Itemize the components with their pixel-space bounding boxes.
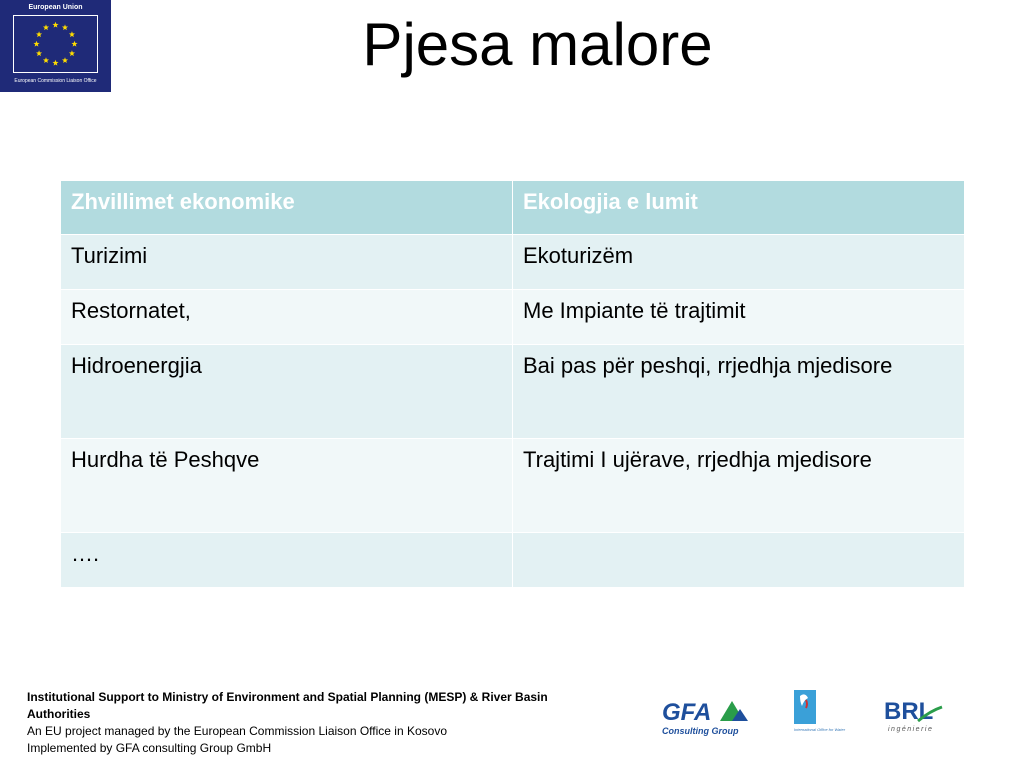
eu-star-icon [62,57,68,63]
eu-star-icon [43,24,49,30]
table-cell: …. [61,533,513,588]
eu-star-icon [62,24,68,30]
gfa-logo-subtitle: Consulting Group [662,726,739,736]
table-cell: Turizimi [61,235,513,290]
international-office-water-logo [790,690,846,742]
eu-star-icon [36,31,42,37]
eu-star-icon [52,60,58,66]
table-cell: Restornatet, [61,290,513,345]
brl-logo-subtitle: ingénierie [888,726,934,733]
footer-managed-by: An EU project managed by the European Commission Liaison Office in Kosovo [27,724,448,738]
eu-star-icon [52,22,58,28]
table-cell: Me Impiante të trajtimit [513,290,965,345]
comparison-table [60,180,964,588]
brl-logo [882,693,944,738]
column-header: Zhvillimet ekonomike [61,181,513,235]
table-row [61,345,965,439]
eu-star-icon [69,50,75,56]
eu-star-icon [69,31,75,37]
table-cell [513,533,965,588]
eu-logo [0,0,111,92]
eu-logo-top-text: European Union [28,4,83,11]
eu-star-icon [43,57,49,63]
eu-star-icon [36,50,42,56]
footer-implemented-by: Implemented by GFA consulting Group GmbH [27,741,272,755]
table-cell: Hidroenergjia [61,345,513,439]
table-row [61,235,965,290]
table-header-row [61,181,965,235]
slide-title: Pjesa malore [362,11,713,78]
table-row [61,533,965,588]
eu-star-icon [33,41,39,47]
iow-logo-text: International Office for Water [794,727,846,732]
footer-project-title: Institutional Support to Ministry of Environment and Spatial Planning (MESP) & River Basin Authorities [27,690,548,721]
eu-stars-icon [14,16,97,72]
table-cell: Trajtimi I ujërave, rrjedhja mjedisore [513,439,965,533]
table-cell: Bai pas për peshqi, rrjedhja mjedisore [513,345,965,439]
gfa-logo [660,693,750,738]
table-cell: Ekoturizëm [513,235,965,290]
brl-logo-name: BRL [884,698,934,725]
gfa-logo-name: GFA [662,699,712,726]
eu-flag-icon [13,15,98,73]
table-row [61,290,965,345]
footer-text [27,689,567,757]
column-header: Ekologjia e lumit [513,181,965,235]
eu-star-icon [71,41,77,47]
table-cell: Hurdha të Peshqve [61,439,513,533]
eu-logo-bottom-text: European Commission Liaison Office [14,78,97,84]
table-row [61,439,965,533]
